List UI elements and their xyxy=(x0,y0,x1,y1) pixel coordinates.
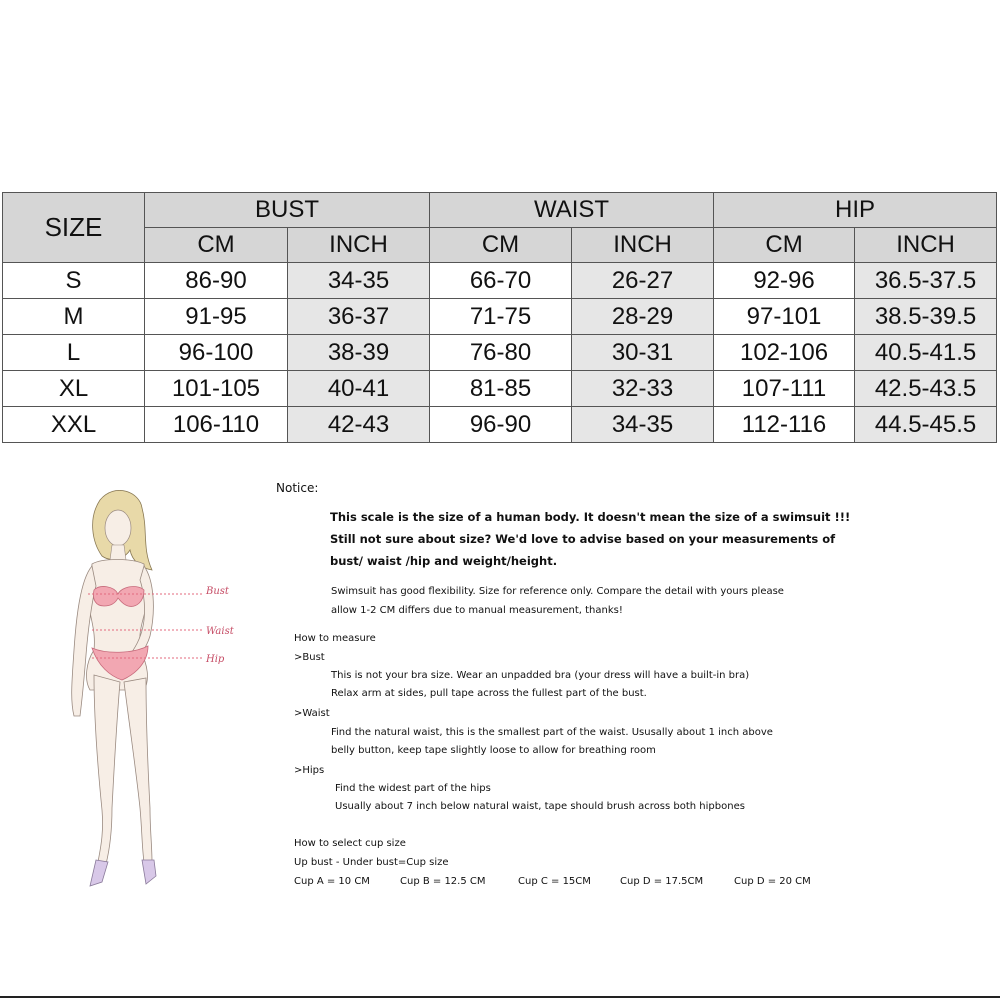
hip-label: Hip xyxy=(206,654,225,665)
table-cell: 36-37 xyxy=(288,299,430,335)
neck-shape xyxy=(110,545,126,560)
cup-c-value: Cup C = 15CM xyxy=(518,876,591,887)
bust-instruction: This is not your bra size. Wear an unpadded bra (your dress will have a built-in bra) xyxy=(331,670,750,681)
hips-instruction: Find the widest part of the hips xyxy=(335,783,491,794)
table-cell: 34-35 xyxy=(288,263,430,299)
hips-instruction: Usually about 7 inch below natural waist, tape should brush across both hipbones xyxy=(335,801,745,812)
bust-inch-header: INCH xyxy=(288,228,430,263)
hip-cm-header: CM xyxy=(714,228,855,263)
right-shoe-shape xyxy=(142,860,156,884)
hips-heading: >Hips xyxy=(294,765,325,776)
bust-cm-header: CM xyxy=(145,228,288,263)
table-cell: 32-33 xyxy=(572,371,714,407)
size-label: XL xyxy=(3,371,145,407)
waist-inch-header: INCH xyxy=(572,228,714,263)
notice-bold-line: Still not sure about size? We'd love to advise based on your measurements of xyxy=(330,532,836,546)
waist-cm-header: CM xyxy=(430,228,572,263)
table-cell: 40-41 xyxy=(288,371,430,407)
table-cell: 107-111 xyxy=(714,371,855,407)
notice-bold-line: This scale is the size of a human body. It doesn't mean the size of a swimsuit !!! xyxy=(330,510,851,524)
body-measurement-figure xyxy=(40,490,250,890)
hip-group-header: HIP xyxy=(714,193,997,228)
right-leg-shape xyxy=(124,678,152,862)
table-cell: 86-90 xyxy=(145,263,288,299)
notice-bold-line: bust/ waist /hip and weight/height. xyxy=(330,554,558,568)
bust-group-header: BUST xyxy=(145,193,430,228)
table-row xyxy=(3,371,997,407)
table-cell: 96-100 xyxy=(145,335,288,371)
flexibility-line: Swimsuit has good flexibility. Size for reference only. Compare the detail with yours please xyxy=(331,586,784,597)
table-cell: 81-85 xyxy=(430,371,572,407)
waist-group-header: WAIST xyxy=(430,193,714,228)
notice-title: Notice: xyxy=(276,481,319,495)
bust-label: Bust xyxy=(206,586,229,597)
table-cell: 36.5-37.5 xyxy=(855,263,997,299)
table-cell: 28-29 xyxy=(572,299,714,335)
waist-instruction: Find the natural waist, this is the smallest part of the waist. Ususally about 1 inch above xyxy=(331,727,773,738)
waist-label: Waist xyxy=(206,626,234,637)
hip-inch-header: INCH xyxy=(855,228,997,263)
cup-d-value: Cup D = 17.5CM xyxy=(620,876,704,887)
table-cell: 42.5-43.5 xyxy=(855,371,997,407)
waist-instruction: belly button, keep tape slightly loose to allow for breathing room xyxy=(331,745,656,756)
table-cell: 101-105 xyxy=(145,371,288,407)
bust-heading: >Bust xyxy=(294,652,325,663)
size-label: M xyxy=(3,299,145,335)
waist-heading: >Waist xyxy=(294,708,330,719)
table-cell: 42-43 xyxy=(288,407,430,443)
cup-size-heading: How to select cup size xyxy=(294,838,406,849)
how-to-measure-heading: How to measure xyxy=(294,633,376,644)
table-cell: 44.5-45.5 xyxy=(855,407,997,443)
table-cell: 96-90 xyxy=(430,407,572,443)
size-column-header: SIZE xyxy=(3,193,145,263)
table-row xyxy=(3,335,997,371)
table-cell: 34-35 xyxy=(572,407,714,443)
table-cell: 38-39 xyxy=(288,335,430,371)
table-cell: 26-27 xyxy=(572,263,714,299)
flexibility-line: allow 1-2 CM differs due to manual measurement, thanks! xyxy=(331,605,623,616)
table-cell: 66-70 xyxy=(430,263,572,299)
table-cell: 71-75 xyxy=(430,299,572,335)
table-cell: 102-106 xyxy=(714,335,855,371)
bottom-border xyxy=(0,996,1000,998)
table-cell: 40.5-41.5 xyxy=(855,335,997,371)
table-cell: 92-96 xyxy=(714,263,855,299)
size-chart-table xyxy=(2,192,997,443)
size-label: S xyxy=(3,263,145,299)
cup-size-formula: Up bust - Under bust=Cup size xyxy=(294,857,449,868)
left-arm-shape xyxy=(72,566,96,716)
table-row xyxy=(3,299,997,335)
bust-instruction: Relax arm at sides, pull tape across the fullest part of the bust. xyxy=(331,688,647,699)
table-cell: 91-95 xyxy=(145,299,288,335)
table-cell: 112-116 xyxy=(714,407,855,443)
cup-a-value: Cup A = 10 CM xyxy=(294,876,370,887)
table-cell: 30-31 xyxy=(572,335,714,371)
face-shape xyxy=(105,510,131,546)
cup-b-value: Cup B = 12.5 CM xyxy=(400,876,486,887)
table-cell: 76-80 xyxy=(430,335,572,371)
table-cell: 97-101 xyxy=(714,299,855,335)
table-row xyxy=(3,407,997,443)
size-label: L xyxy=(3,335,145,371)
table-cell: 106-110 xyxy=(145,407,288,443)
left-shoe-shape xyxy=(90,860,108,886)
left-leg-shape xyxy=(94,675,120,864)
table-row xyxy=(3,263,997,299)
size-label: XXL xyxy=(3,407,145,443)
cup-d-large-value: Cup D = 20 CM xyxy=(734,876,811,887)
table-cell: 38.5-39.5 xyxy=(855,299,997,335)
